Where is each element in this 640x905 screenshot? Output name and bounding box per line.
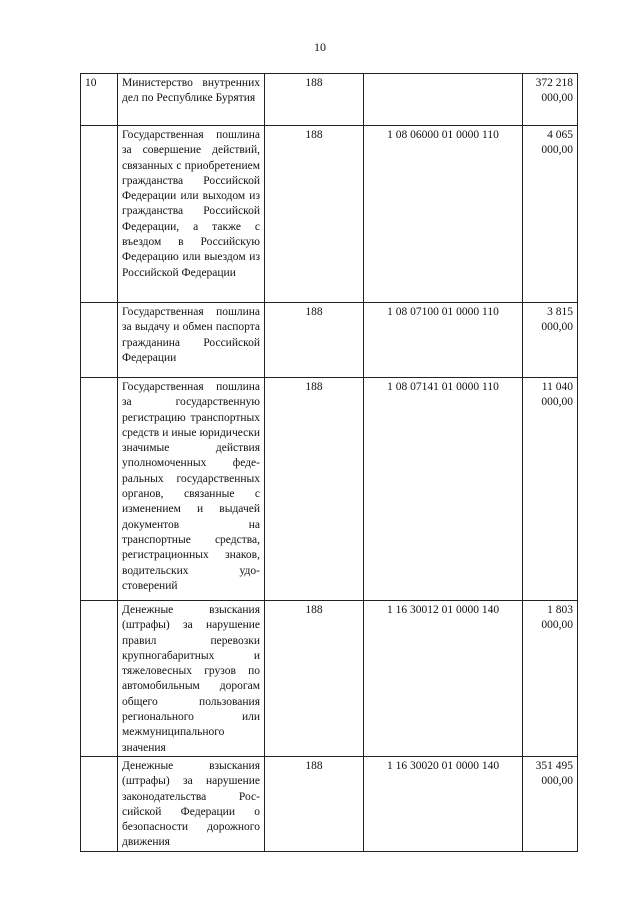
amount <box>523 74 578 126</box>
row-name: Государственная пошлина за совершение действий, связанных с приобретением гражданства Российской Федерации или выходом из гражданства Российской Федерации, а также с въездом в Российскую Федерацию или выездом из Российской Федерации <box>118 126 265 303</box>
admin-code: 188 <box>265 303 364 378</box>
row-name: Денежные взыскания (штрафы) за нарушение правил перевозки крупногабаритных и тяжеловесных грузов по автомобильным дорогам общего пользования регионального или межмуниципального значения <box>118 601 265 757</box>
amount <box>523 126 578 303</box>
row-name: Министерство внутренних дел по Республике Бурятия <box>118 74 265 126</box>
page-number: 10 <box>314 40 326 54</box>
amount-line1: 11 040 <box>541 381 573 393</box>
amount-line2: 000,00 <box>541 775 573 788</box>
table-row <box>81 601 578 757</box>
table-row <box>81 378 578 601</box>
row-name: Государственная пошлина за государственную регистрацию транспортных средств и иные юридически значимые действия уполномоченных федеральных государственных органов, связанные с изменением и выдачей документов на транспортные средства, регистрационных знаков, водительских удостоверений <box>118 378 265 601</box>
budget-table <box>80 73 578 852</box>
kbk-code: 1 08 06000 01 0000 110 <box>364 126 523 303</box>
admin-code: 188 <box>265 601 364 757</box>
row-name: Государственная пошлина за выдачу и обмен паспорта гражданина Российской Федерации <box>118 303 265 378</box>
kbk-code: 1 16 30012 01 0000 140 <box>364 601 523 757</box>
row-number <box>81 601 118 757</box>
row-number <box>81 126 118 303</box>
amount-line1: 1 803 <box>547 604 573 616</box>
amount <box>523 601 578 757</box>
admin-code: 188 <box>265 378 364 601</box>
row-number <box>81 303 118 378</box>
table-row <box>81 756 578 851</box>
row-name: Денежные взыскания (штрафы) за нарушение законодательства Российской Федерации о безопасности дорожного движения <box>118 756 265 851</box>
amount-line2: 000,00 <box>541 92 573 105</box>
admin-code: 188 <box>265 74 364 126</box>
admin-code: 188 <box>265 756 364 851</box>
amount-line1: 372 218 <box>535 77 573 89</box>
row-number <box>81 378 118 601</box>
amount <box>523 303 578 378</box>
row-number <box>81 756 118 851</box>
table-row <box>81 74 578 126</box>
admin-code: 188 <box>265 126 364 303</box>
row-number: 10 <box>81 74 118 126</box>
amount-line2: 000,00 <box>541 144 573 157</box>
kbk-code: 1 08 07141 01 0000 110 <box>364 378 523 601</box>
amount-line1: 351 495 <box>535 759 573 772</box>
amount-line1: 4 065 <box>547 129 573 141</box>
table-row <box>81 126 578 303</box>
amount-line2: 000,00 <box>541 321 573 334</box>
amount <box>523 756 578 851</box>
kbk-code <box>364 74 523 126</box>
amount-line1: 3 815 <box>547 306 573 318</box>
amount-line2: 000,00 <box>541 396 573 409</box>
kbk-code: 1 16 30020 01 0000 140 <box>364 756 523 851</box>
amount <box>523 378 578 601</box>
kbk-code: 1 08 07100 01 0000 110 <box>364 303 523 378</box>
table-row <box>81 303 578 378</box>
amount-line2: 000,00 <box>541 619 573 632</box>
